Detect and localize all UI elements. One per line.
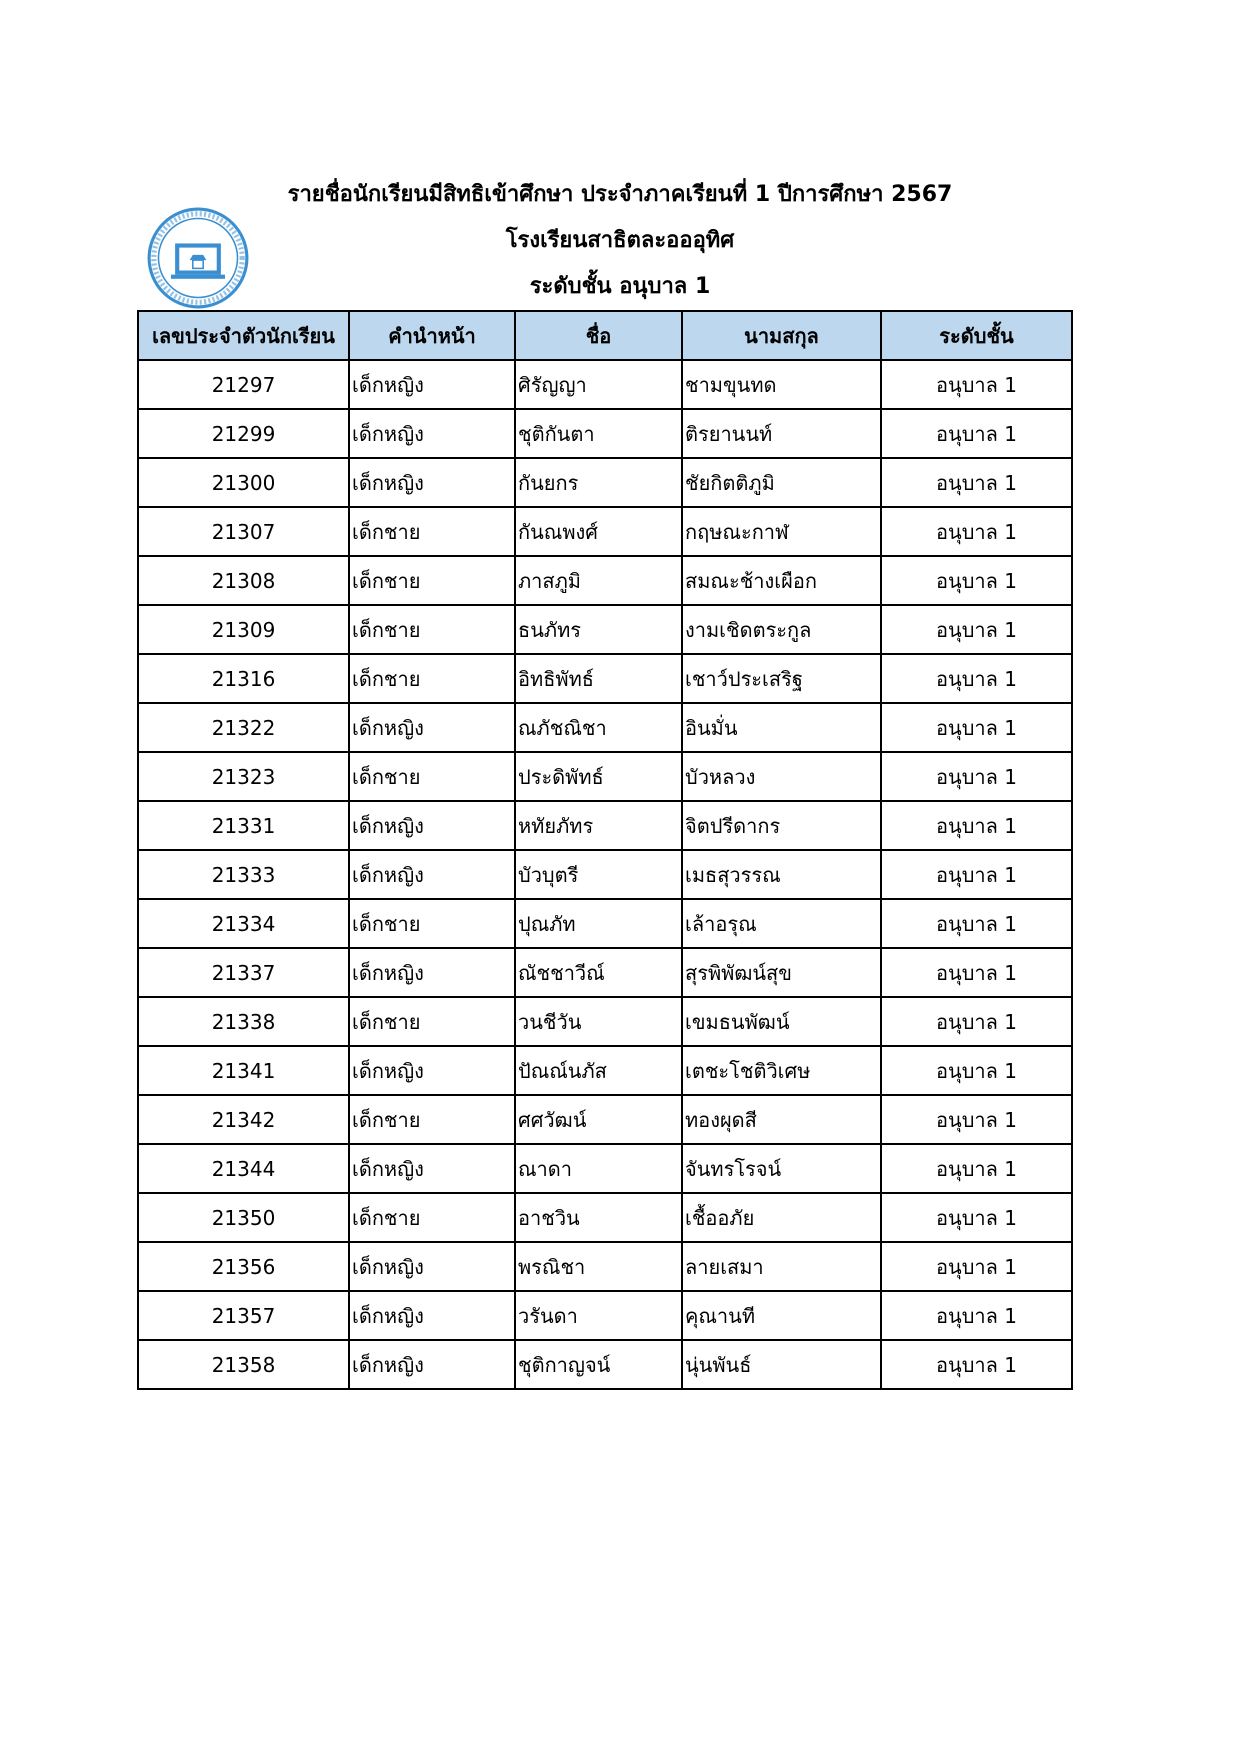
last-name: ชามขุนทด [682,360,881,409]
prefix: เด็กชาย [349,752,515,801]
grade: อนุบาล 1 [881,1095,1072,1144]
column-header-student-id: เลขประจำตัวนักเรียน [138,311,349,360]
prefix: เด็กหญิง [349,703,515,752]
column-header-prefix: คำนำหน้า [349,311,515,360]
student-id: 21299 [138,409,349,458]
grade: อนุบาล 1 [881,1046,1072,1095]
student-id: 21344 [138,1144,349,1193]
table-row [138,458,1072,507]
student-id: 21297 [138,360,349,409]
student-id: 21300 [138,458,349,507]
prefix: เด็กชาย [349,556,515,605]
first-name: อิทธิพัทธ์ [515,654,682,703]
table-row [138,1193,1072,1242]
student-id: 21322 [138,703,349,752]
grade: อนุบาล 1 [881,360,1072,409]
last-name: ทองผุดสี [682,1095,881,1144]
prefix: เด็กหญิง [349,360,515,409]
grade: อนุบาล 1 [881,948,1072,997]
table-row [138,948,1072,997]
last-name: กฤษณะกาฬ [682,507,881,556]
grade: อนุบาล 1 [881,1291,1072,1340]
table-row [138,703,1072,752]
first-name: กันณพงศ์ [515,507,682,556]
prefix: เด็กหญิง [349,948,515,997]
first-name: ณัชชาวีณ์ [515,948,682,997]
student-id: 21342 [138,1095,349,1144]
table-row [138,899,1072,948]
first-name: ณาดา [515,1144,682,1193]
table-row [138,605,1072,654]
grade: อนุบาล 1 [881,997,1072,1046]
table-row [138,1291,1072,1340]
last-name: งามเชิดตระกูล [682,605,881,654]
prefix: เด็กหญิง [349,409,515,458]
grade: อนุบาล 1 [881,605,1072,654]
prefix: เด็กหญิง [349,1242,515,1291]
first-name: ชุติกันตา [515,409,682,458]
table-row [138,409,1072,458]
last-name: เชื้ออภัย [682,1193,881,1242]
table-row [138,1340,1072,1389]
table-row [138,850,1072,899]
student-id: 21308 [138,556,349,605]
grade: อนุบาล 1 [881,556,1072,605]
student-id: 21323 [138,752,349,801]
document-title: รายชื่อนักเรียนมีสิทธิเข้าศึกษา ประจำภาคเรียนที่ 1 ปีการศึกษา 2567 [287,182,953,207]
last-name: เตชะโชติวิเศษ [682,1046,881,1095]
last-name: บัวหลวง [682,752,881,801]
first-name: พรณิชา [515,1242,682,1291]
first-name: ณภัชณิชา [515,703,682,752]
student-roster-table [137,310,1073,1390]
grade: อนุบาล 1 [881,1340,1072,1389]
first-name: วนชีวัน [515,997,682,1046]
table-header-row [138,311,1072,360]
table-row [138,556,1072,605]
first-name: ธนภัทร [515,605,682,654]
grade: อนุบาล 1 [881,801,1072,850]
student-id: 21333 [138,850,349,899]
grade: อนุบาล 1 [881,899,1072,948]
student-id: 21309 [138,605,349,654]
first-name: ศิรัญญา [515,360,682,409]
column-header-grade: ระดับชั้น [881,311,1072,360]
table-row [138,1046,1072,1095]
grade: อนุบาล 1 [881,654,1072,703]
prefix: เด็กชาย [349,654,515,703]
prefix: เด็กหญิง [349,1046,515,1095]
grade-level-title: ระดับชั้น อนุบาล 1 [529,274,711,299]
last-name: ชัยกิตติภูมิ [682,458,881,507]
grade: อนุบาล 1 [881,850,1072,899]
first-name: ศศวัฒน์ [515,1095,682,1144]
student-id: 21341 [138,1046,349,1095]
prefix: เด็กชาย [349,605,515,654]
first-name: อาชวิน [515,1193,682,1242]
column-header-first-name: ชื่อ [515,311,682,360]
grade: อนุบาล 1 [881,1144,1072,1193]
last-name: เมธสุวรรณ [682,850,881,899]
table-row [138,654,1072,703]
first-name: วรันดา [515,1291,682,1340]
prefix: เด็กหญิง [349,1340,515,1389]
student-id: 21334 [138,899,349,948]
prefix: เด็กหญิง [349,850,515,899]
column-header-last-name: นามสกุล [682,311,881,360]
grade: อนุบาล 1 [881,1242,1072,1291]
prefix: เด็กหญิง [349,801,515,850]
grade: อนุบาล 1 [881,703,1072,752]
table-row [138,1095,1072,1144]
student-id: 21316 [138,654,349,703]
first-name: กันยกร [515,458,682,507]
student-id: 21358 [138,1340,349,1389]
first-name: ปุณภัท [515,899,682,948]
grade: อนุบาล 1 [881,458,1072,507]
prefix: เด็กชาย [349,1193,515,1242]
last-name: สุรพิพัฒน์สุข [682,948,881,997]
table-row [138,997,1072,1046]
last-name: ลายเสมา [682,1242,881,1291]
prefix: เด็กชาย [349,997,515,1046]
last-name: เขมธนพัฒน์ [682,997,881,1046]
last-name: ติรยานนท์ [682,409,881,458]
prefix: เด็กหญิง [349,1291,515,1340]
first-name: ภาสภูมิ [515,556,682,605]
table-row [138,801,1072,850]
last-name: จิตปรีดากร [682,801,881,850]
prefix: เด็กหญิง [349,1144,515,1193]
student-id: 21356 [138,1242,349,1291]
grade: อนุบาล 1 [881,409,1072,458]
last-name: คุณานที [682,1291,881,1340]
grade: อนุบาล 1 [881,1193,1072,1242]
last-name: นุ่นพันธ์ [682,1340,881,1389]
last-name: อินมั่น [682,703,881,752]
prefix: เด็กชาย [349,899,515,948]
student-id: 21331 [138,801,349,850]
prefix: เด็กหญิง [349,458,515,507]
last-name: เชาว์ประเสริฐ [682,654,881,703]
first-name: หทัยภัทร [515,801,682,850]
prefix: เด็กชาย [349,507,515,556]
last-name: เล้าอรุณ [682,899,881,948]
table-row [138,752,1072,801]
first-name: ปัณณ์นภัส [515,1046,682,1095]
grade: อนุบาล 1 [881,507,1072,556]
table-row [138,1242,1072,1291]
table-row [138,360,1072,409]
table-row [138,1144,1072,1193]
grade: อนุบาล 1 [881,752,1072,801]
school-seal-icon [146,206,250,310]
last-name: จันทรโรจน์ [682,1144,881,1193]
student-id: 21357 [138,1291,349,1340]
table-row [138,507,1072,556]
first-name: บัวบุตรี [515,850,682,899]
first-name: ชุติกาญจน์ [515,1340,682,1389]
student-id: 21338 [138,997,349,1046]
student-id: 21307 [138,507,349,556]
school-name: โรงเรียนสาธิตละอออุทิศ [505,228,735,253]
first-name: ประดิพัทธ์ [515,752,682,801]
student-id: 21350 [138,1193,349,1242]
last-name: สมณะช้างเผือก [682,556,881,605]
prefix: เด็กชาย [349,1095,515,1144]
student-id: 21337 [138,948,349,997]
